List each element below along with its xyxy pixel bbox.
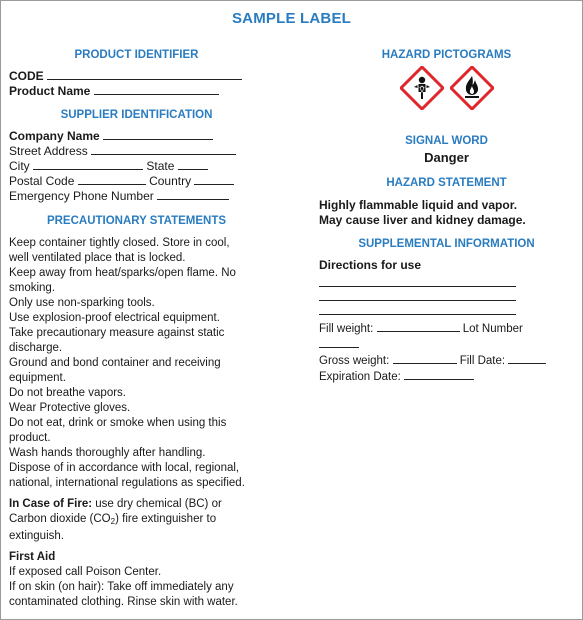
postal-field[interactable] xyxy=(78,174,146,185)
city-state-row xyxy=(9,159,264,174)
weights-section xyxy=(319,321,574,385)
lot-number-label: Lot Number xyxy=(462,323,523,335)
supplemental-heading: SUPPLEMENTAL INFORMATION xyxy=(358,238,535,250)
left-column xyxy=(9,48,264,610)
precaution-line: Dispose of in accordance with local, regional, xyxy=(9,462,240,474)
street-row xyxy=(9,144,264,159)
gross-weight-field[interactable] xyxy=(393,353,457,364)
fire-label: In Case of Fire: xyxy=(9,498,93,510)
precaution-line: national, international regulations as specified. xyxy=(9,477,245,489)
lot-number-row xyxy=(319,337,574,353)
state-label: State xyxy=(146,159,175,173)
fire-line-2 xyxy=(9,512,264,529)
directions-line[interactable] xyxy=(319,287,516,301)
company-field[interactable] xyxy=(103,129,213,140)
precautionary-list xyxy=(9,236,264,491)
signal-word-heading: SIGNAL WORD xyxy=(405,135,488,147)
state-field[interactable] xyxy=(178,159,208,170)
page-title: SAMPLE LABEL xyxy=(231,10,352,27)
precaution-line: smoking. xyxy=(9,282,56,294)
precaution-line: equipment. xyxy=(9,372,66,384)
fire-text-2a: Carbon dioxide (CO xyxy=(9,513,111,525)
product-name-label: Product Name xyxy=(9,84,91,98)
hazard-statement-line: May cause liver and kidney damage. xyxy=(319,213,526,227)
directions-lines xyxy=(319,273,574,315)
fire-section xyxy=(9,497,264,544)
fill-date-label: Fill Date: xyxy=(459,355,506,367)
city-field[interactable] xyxy=(33,159,143,170)
postal-label: Postal Code xyxy=(9,174,75,188)
gross-weight-row xyxy=(319,353,574,369)
hazard-statement-heading: HAZARD STATEMENT xyxy=(386,177,507,189)
fire-line-3: extinguish. xyxy=(9,530,64,542)
precaution-line: Wear Protective gloves. xyxy=(9,402,131,414)
hazard-statement-list xyxy=(319,198,574,228)
first-aid-line: contaminated clothing. Rinse skin with water. xyxy=(9,596,238,608)
code-field[interactable] xyxy=(47,69,242,80)
fill-weight-label: Fill weight: xyxy=(319,323,374,335)
company-label: Company Name xyxy=(9,129,100,143)
precaution-line: Do not eat, drink or smoke when using this xyxy=(9,417,227,429)
precautionary-heading: PRECAUTIONARY STATEMENTS xyxy=(46,215,227,227)
postal-country-row xyxy=(9,174,264,189)
product-identifier-heading: PRODUCT IDENTIFIER xyxy=(74,49,199,61)
phone-field[interactable] xyxy=(157,189,229,200)
precaution-line: Ground and bond container and receiving xyxy=(9,357,221,369)
expiration-label: Expiration Date: xyxy=(319,371,401,383)
fire-subscript: 2 xyxy=(110,517,116,526)
first-aid-line: If on skin (on hair): Take off immediately any xyxy=(9,581,234,593)
first-aid-line: If exposed call Poison Center. xyxy=(9,566,162,578)
city-label: City xyxy=(9,159,30,173)
directions-label: Directions for use xyxy=(319,258,422,272)
pictogram-row xyxy=(319,66,574,110)
expiration-row xyxy=(319,369,574,385)
product-name-field[interactable] xyxy=(94,84,219,95)
directions-line[interactable] xyxy=(319,273,516,287)
phone-row xyxy=(9,189,264,204)
first-aid-section xyxy=(9,550,264,610)
fire-text-2b: ) fire extinguisher to xyxy=(115,513,217,525)
precaution-line: Keep container tightly closed. Store in cool, xyxy=(9,237,230,249)
precaution-line: Wash hands thoroughly after handling. xyxy=(9,447,206,459)
precaution-line: discharge. xyxy=(9,342,63,354)
street-label: Street Address xyxy=(9,144,88,158)
hazard-pictograms-heading: HAZARD PICTOGRAMS xyxy=(381,49,512,61)
signal-word-value: Danger xyxy=(424,150,469,165)
product-name-row xyxy=(9,84,264,99)
hazard-statement-line: Highly flammable liquid and vapor. xyxy=(319,198,518,212)
precaution-line: Use explosion-proof electrical equipment. xyxy=(9,312,220,324)
fire-line-1 xyxy=(9,497,264,512)
code-label: CODE xyxy=(9,69,44,83)
code-row xyxy=(9,69,264,84)
street-field[interactable] xyxy=(91,144,236,155)
precaution-line: Do not breathe vapors. xyxy=(9,387,126,399)
health-hazard-icon xyxy=(400,66,444,110)
fill-date-field[interactable] xyxy=(508,353,546,364)
gross-weight-label: Gross weight: xyxy=(319,355,390,367)
precaution-line: product. xyxy=(9,432,51,444)
lot-number-field[interactable] xyxy=(319,337,359,348)
right-column xyxy=(319,48,574,385)
supplier-heading: SUPPLIER IDENTIFICATION xyxy=(60,109,213,121)
precaution-line: Only use non-sparking tools. xyxy=(9,297,155,309)
flame-icon xyxy=(450,66,494,110)
expiration-field[interactable] xyxy=(404,369,474,380)
company-row xyxy=(9,129,264,144)
directions-line[interactable] xyxy=(319,301,516,315)
fire-text-1: use dry chemical (BC) or xyxy=(92,498,222,510)
precaution-line: Keep away from heat/sparks/open flame. No xyxy=(9,267,236,279)
fill-weight-row xyxy=(319,321,574,337)
first-aid-label: First Aid xyxy=(9,551,56,563)
precaution-line: well ventilated place that is locked. xyxy=(9,252,186,264)
fill-weight-field[interactable] xyxy=(377,321,460,332)
phone-label: Emergency Phone Number xyxy=(9,189,154,203)
precaution-line: Take precautionary measure against static xyxy=(9,327,225,339)
country-field[interactable] xyxy=(194,174,234,185)
country-label: Country xyxy=(149,174,192,188)
